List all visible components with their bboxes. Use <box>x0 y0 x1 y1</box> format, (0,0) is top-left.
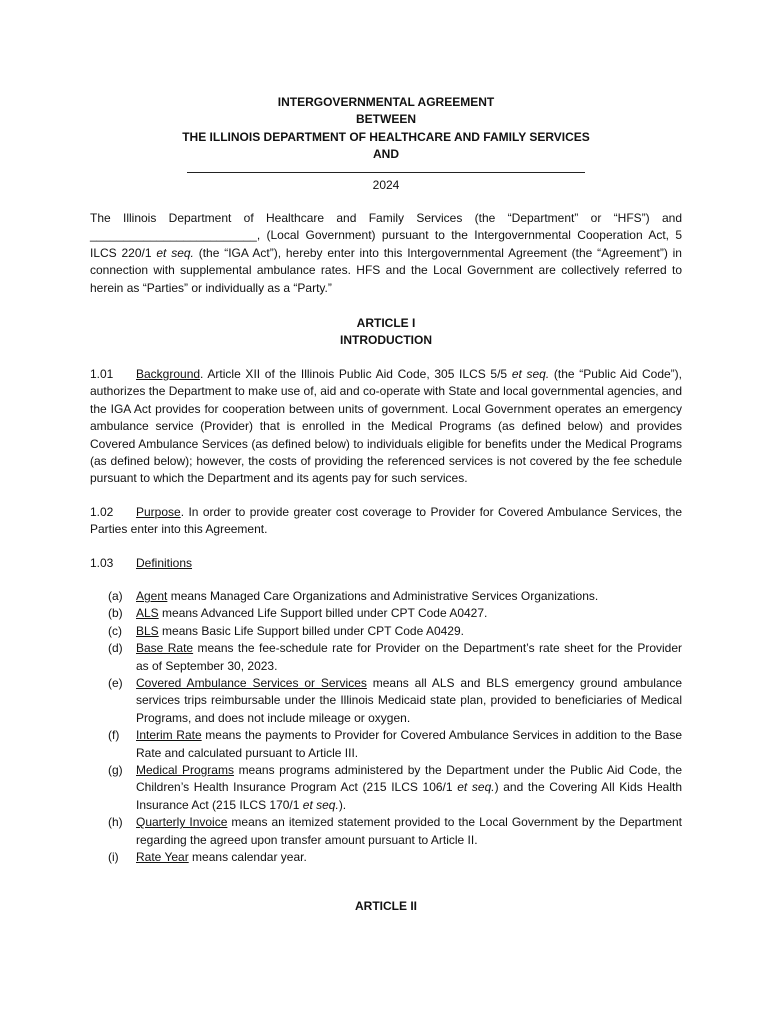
section-1-03-number: 1.03 <box>90 555 114 570</box>
header-line-4: AND <box>373 147 399 162</box>
definition-term: BLS <box>136 623 159 638</box>
definition-term: Base Rate <box>136 641 194 656</box>
definition-item <box>90 623 682 640</box>
definition-text <box>136 588 682 605</box>
header-line-2: BETWEEN <box>356 112 416 127</box>
definition-item <box>90 814 682 849</box>
section-1-01-text-a: . Article XII of the Illinois Public Aid Code, 305 ILCS 5/5 <box>200 366 512 381</box>
local-government-blank-line <box>187 172 585 173</box>
definition-item <box>90 588 682 605</box>
definition-body-3: ). <box>338 797 347 812</box>
article-1-subtitle: INTRODUCTION <box>340 333 432 348</box>
definition-label: (i) <box>108 850 119 865</box>
document-content <box>90 94 682 916</box>
definition-body: means Basic Life Support billed under CPT Code A0429. <box>158 623 464 638</box>
header-line-1: INTERGOVERNMENTAL AGREEMENT <box>277 95 495 109</box>
definition-body: means the fee-schedule rate for Provider on the Department’s rate sheet for the Provider as of September 30, 2023. <box>136 641 682 673</box>
section-1-01 <box>90 366 682 488</box>
definition-term: Rate Year <box>136 850 189 865</box>
definition-item <box>90 605 682 622</box>
definition-body: means programs administered by the Department under the Public Aid Code, the Children’s Health Insurance Program Act (215 ILCS 106/1 <box>136 763 683 795</box>
definition-body-2: ) and the Covering All Kids Health Insurance Act (215 ILCS 170/1 <box>136 780 682 812</box>
definition-body: means Advanced Life Support billed under CPT Code A0427. <box>158 606 488 621</box>
section-1-01-heading: Background <box>136 366 201 381</box>
section-1-03 <box>90 555 682 572</box>
definition-item <box>90 762 682 814</box>
section-1-01-text-b: (the “Public Aid Code”), authorizes the Department to make use of, aid and co-operate with State and local governmental agencies, and the IGA Act provides for cooperation between units of government. Local Government operates an emergency ambulance service (Provider) that is enrolled in the Medical Programs (as defined below) and provides Covered Ambulance Services (as defined below) to individuals eligible for benefits under the Medical Programs (as defined below); however, the costs of providing the referenced services is not covered by the fee schedule pursuant to which the Department and its agents pay for such services. <box>90 366 683 486</box>
section-1-02-text: . In order to provide greater cost coverage to Provider for Covered Ambulance Services, the Parties enter into this Agreement. <box>90 504 682 537</box>
definition-label: (c) <box>108 623 122 638</box>
definition-italic-2: et seq. <box>302 797 339 812</box>
definition-text <box>136 814 682 849</box>
definition-text <box>136 762 682 814</box>
definition-item <box>90 849 682 866</box>
section-1-02-heading: Purpose <box>136 504 181 519</box>
intro-text-2: (the “IGA Act”), hereby enter into this Intergovernmental Agreement (the “Agreement”) in connection with supplemental ambulance rates. HFS and the Local Government are collectively referred to herein as “Parties” or individually as a “Party.” <box>90 245 682 295</box>
definition-label: (g) <box>108 763 123 777</box>
intro-text-1: The Illinois Department of Healthcare and Family Services (the “Department” or “HFS”) and _________________________, (Local Government) pursuant to the Intergovernmental Cooperation Act, 5 ILCS 220/1 <box>90 211 682 260</box>
section-1-02-number: 1.02 <box>90 504 114 519</box>
article-2-title: ARTICLE II <box>355 899 417 914</box>
definition-label: (d) <box>108 641 123 656</box>
definition-body: means the payments to Provider for Covered Ambulance Services in addition to the Base Rate and calculated pursuant to Article III. <box>136 728 682 760</box>
agreement-header <box>90 94 682 194</box>
definition-item <box>90 675 682 727</box>
definition-text <box>136 849 682 866</box>
definition-item <box>90 727 682 762</box>
section-spacer <box>90 866 682 898</box>
definition-text <box>136 640 682 675</box>
section-1-01-italic: et seq. <box>511 366 550 381</box>
article-1-title: ARTICLE I <box>356 316 416 331</box>
intro-paragraph <box>90 210 682 297</box>
definition-body: means calendar year. <box>188 850 307 865</box>
definition-body: means an itemized statement provided to the Local Government by the Department regarding the agreed upon transfer amount pursuant to Article II. <box>136 815 682 847</box>
definition-term: Agent <box>136 588 168 603</box>
definition-term: Medical Programs <box>136 763 234 777</box>
definition-label: (f) <box>108 728 120 743</box>
section-1-01-number: 1.01 <box>90 366 114 381</box>
definition-text <box>136 623 682 640</box>
definition-term: Interim Rate <box>136 728 202 743</box>
definition-term: Quarterly Invoice <box>136 815 228 830</box>
definition-body: means all ALS and BLS emergency ground ambulance services trips reimbursable under the Illinois Medicaid state plan, provided to beneficiaries of Medical Programs, and does not include mileage or oxygen. <box>136 675 682 725</box>
section-1-03-heading: Definitions <box>136 555 193 570</box>
definition-label: (a) <box>108 588 123 603</box>
section-1-02 <box>90 504 682 539</box>
agreement-year: 2024 <box>372 177 400 192</box>
definition-italic: et seq. <box>457 780 495 795</box>
definition-text <box>136 605 682 622</box>
intro-italic: et seq. <box>156 245 194 260</box>
definition-text <box>136 727 682 762</box>
definition-label: (h) <box>108 815 123 830</box>
definition-label: (b) <box>108 606 123 621</box>
definition-term: Covered Ambulance Services or Services <box>136 675 367 690</box>
definition-item <box>90 640 682 675</box>
definition-term: ALS <box>136 606 159 621</box>
definition-text <box>136 675 682 727</box>
definitions-list <box>90 588 682 867</box>
definition-label: (e) <box>108 675 123 690</box>
definition-body: means Managed Care Organizations and Administrative Services Organizations. <box>167 588 599 603</box>
header-line-3: THE ILLINOIS DEPARTMENT OF HEALTHCARE AND FAMILY SERVICES <box>182 129 590 144</box>
